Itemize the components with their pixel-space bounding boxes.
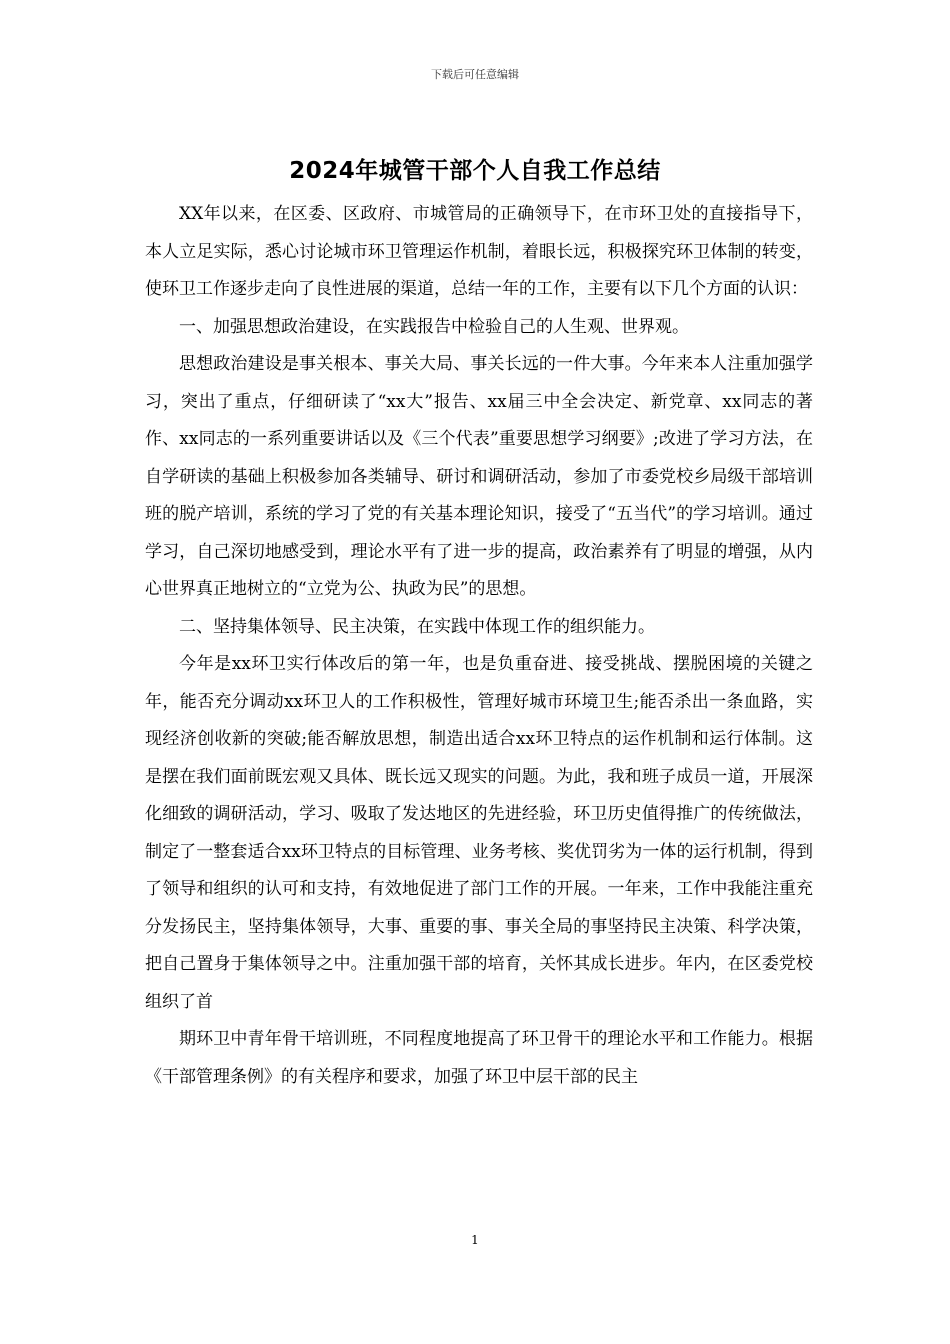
section-heading-1: 一、加强思想政治建设，在实践报告中检验自己的人生观、世界观。 bbox=[179, 316, 689, 337]
document-body bbox=[145, 196, 813, 1096]
paragraph-intro: XX年以来，在区委、区政府、市城管局的正确领导下，在市环卫处的直接指导下，本人立足实际，悉心讨论城市环卫管理运作机制，着眼长远，积极探究环卫体制的转变，使环卫工作逐步走向了良性进展的渠道，总结一年的工作，主要有以下几个方面的认识： bbox=[145, 204, 813, 299]
section-heading-2: 二、坚持集体领导、民主决策，在实践中体现工作的组织能力。 bbox=[179, 616, 655, 637]
page-number: 1 bbox=[471, 1233, 479, 1247]
header-note: 下载后可任意编辑 bbox=[431, 68, 519, 81]
paragraph-section-2-continued: 期环卫中青年骨干培训班，不同程度地提高了环卫骨干的理论水平和工作能力。根据《干部管理条例》的有关程序和要求，加强了环卫中层干部的民主 bbox=[145, 1029, 813, 1087]
paragraph-section-1: 思想政治建设是事关根本、事关大局、事关长远的一件大事。今年来本人注重加强学习，突出了重点，仔细研读了“xx大”报告、xx届三中全会决定、新党章、xx同志的著作、xx同志的一系列重要讲话以及《三个代表”重要思想学习纲要》;改进了学习方法，在自学研读的基础上积极参加各类辅导、研讨和调研活动，参加了市委党校乡局级干部培训班的脱产培训，系统的学习了党的有关基本理论知识，接受了“五当代”的学习培训。通过学习，自己深切地感受到，理论水平有了进一步的提高，政治素养有了明显的增强，从内心世界真正地树立的“立党为公、执政为民”的思想。 bbox=[145, 354, 813, 599]
paragraph-section-2: 今年是xx环卫实行体改后的第一年，也是负重奋进、接受挑战、摆脱困境的关键之年，能否充分调动xx环卫人的工作积极性，管理好城市环境卫生;能否杀出一条血路，实现经济创收新的突破;能否解放思想，制造出适合xx环卫特点的运作机制和运行体制。这是摆在我们面前既宏观又具体、既长远又现实的问题。为此，我和班子成员一道，开展深化细致的调研活动，学习、吸取了发达地区的先进经验，环卫历史值得推广的传统做法，制定了一整套适合xx环卫特点的目标管理、业务考核、奖优罚劣为一体的运行机制，得到了领导和组织的认可和支持，有效地促进了部门工作的开展。一年来，工作中我能注重充分发扬民主，坚持集体领导，大事、重要的事、事关全局的事坚持民主决策、科学决策，把自己置身于集体领导之中。注重加强干部的培育，关怀其成长进步。年内，在区委党校组织了首 bbox=[145, 654, 813, 1012]
document-title: 2024年城管干部个人自我工作总结 bbox=[289, 158, 661, 184]
